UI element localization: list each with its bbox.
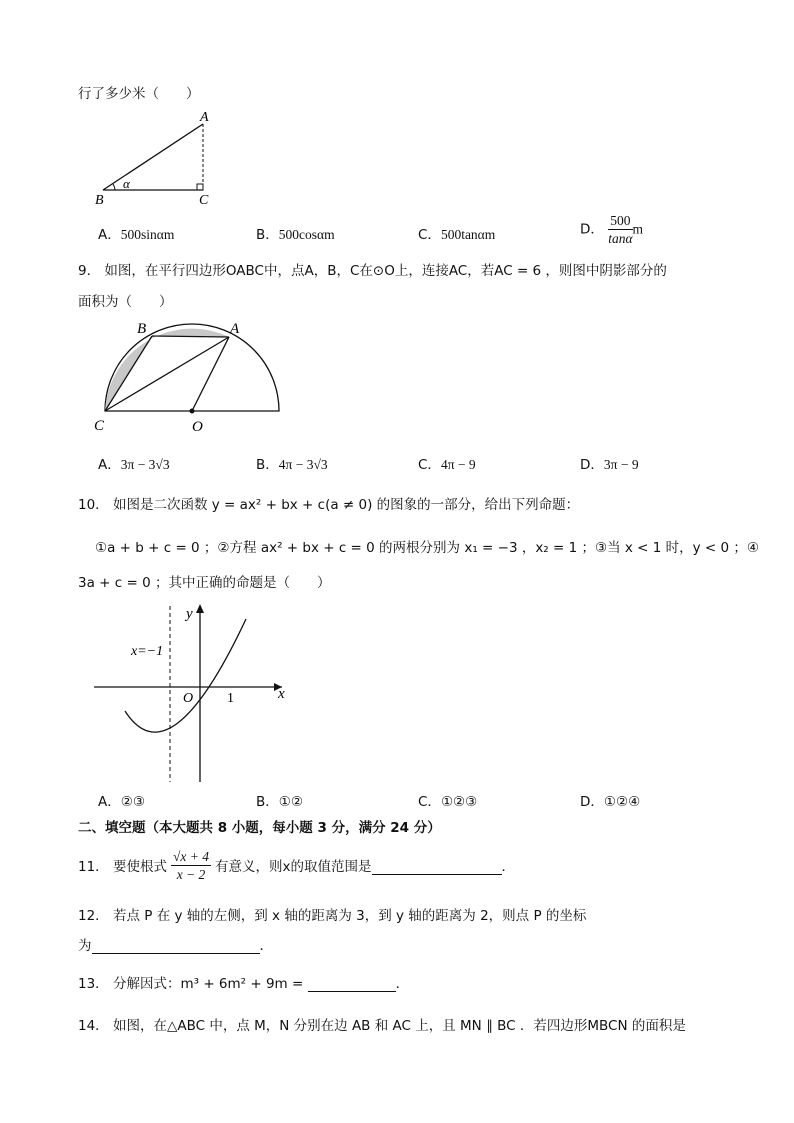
q9-label-o: O: [192, 419, 203, 435]
q14-text: 14． 如图，在△ABC 中，点 M，N 分别在边 AB 和 AC 上，且 MN ∥ BC ．若四边形MBCN 的面积是: [78, 1018, 686, 1034]
q11-text-suffix: 有意义，则x的取值范围是: [215, 859, 372, 875]
q9-text-line1: 9． 如图，在平行四边形OABC中，点A，B，C在⊙O上，连接AC，若AC = 6 ，则图中阴影部分的: [78, 263, 667, 279]
q8-option-c[interactable]: C．500tanαm: [418, 227, 496, 243]
q9-option-d[interactable]: D．3π − 9: [580, 457, 639, 473]
q10-text-line1: 10． 如图是二次函数 y = ax² + bx + c(a ≠ 0) 的图象的一部分，给出下列命题：: [78, 497, 580, 513]
q8-label-a: A: [200, 110, 209, 125]
q10-label-symmetry-axis: x=−1: [131, 644, 164, 659]
q10-option-a[interactable]: A．②③: [98, 794, 145, 810]
q10-option-b[interactable]: B．①②: [256, 794, 303, 810]
q11-row: 11． 要使根式 $\frac{√x + 4}{x - 2}$ 有意义，则x的取值范围是 ．: [78, 848, 515, 882]
q10-label-x: x: [278, 686, 285, 702]
q11-text-prefix: 11． 要使根式: [78, 859, 167, 875]
q12-text-line1: 12． 若点 P 在 y 轴的左侧，到 x 轴的距离为 3，到 y 轴的距离为 2，则点 P 的坐标: [78, 908, 587, 924]
q9-option-b[interactable]: B．4π − 3√3: [256, 457, 328, 473]
q8-label-b: B: [95, 193, 104, 208]
q10-label-y: y: [186, 606, 193, 622]
q11-answer-blank[interactable]: [372, 856, 502, 875]
q9-label-c: C: [94, 418, 105, 434]
q9-option-a[interactable]: A．3π − 3√3: [98, 457, 170, 473]
q9-label-b: B: [137, 321, 147, 337]
q13-row: 13． 分解因式：m³ + 6m² + 9m = ．: [78, 976, 410, 992]
q8-option-a[interactable]: A．500sinαm: [98, 227, 175, 243]
q12-answer-blank[interactable]: [92, 936, 260, 954]
q8-triangle-figure: [90, 108, 220, 208]
q9-semicircle-figure: [88, 315, 288, 440]
section-2-heading: 二、填空题（本大题共 8 小题，每小题 3 分，满分 24 分）: [78, 820, 441, 836]
q9-text-line2: 面积为（ ）: [78, 294, 173, 310]
q10-text-line3: 3a + c = 0 ；其中正确的命题是（ ）: [78, 575, 331, 591]
q9-option-c[interactable]: C．4π − 9: [418, 457, 476, 473]
q10-option-d[interactable]: D．①②④: [580, 794, 641, 810]
q11-fraction: $\frac{√x + 4}{x - 2}$: [172, 848, 209, 882]
q8-option-d[interactable]: D． $\frac{500}{\tan\alpha}$ m: [580, 213, 644, 246]
q10-text-line2: ①a + b + c = 0 ；②方程 ax² + bx + c = 0 的两根分别为 x₁ = −3 ，x₂ = 1 ；③当 x < 1 时，y < 0 ；④: [95, 540, 760, 556]
q8-text-tail: 行了多少米（ ）: [78, 86, 200, 102]
q10-parabola-graph: [90, 598, 295, 788]
q8-option-b[interactable]: B．500cosαm: [256, 227, 335, 243]
q13-answer-blank[interactable]: [308, 974, 396, 992]
q9-label-a: A: [230, 321, 240, 337]
q10-label-origin: O: [183, 691, 194, 706]
q12-line2: 为 ．: [78, 938, 273, 954]
q10-label-one: 1: [227, 691, 234, 706]
q10-option-c[interactable]: C．①②③: [418, 794, 478, 810]
q8-label-c: C: [199, 193, 209, 208]
q8-label-alpha: α: [123, 176, 130, 191]
q8-option-d-fraction: $\frac{500}{\tan\alpha}$: [608, 213, 633, 246]
